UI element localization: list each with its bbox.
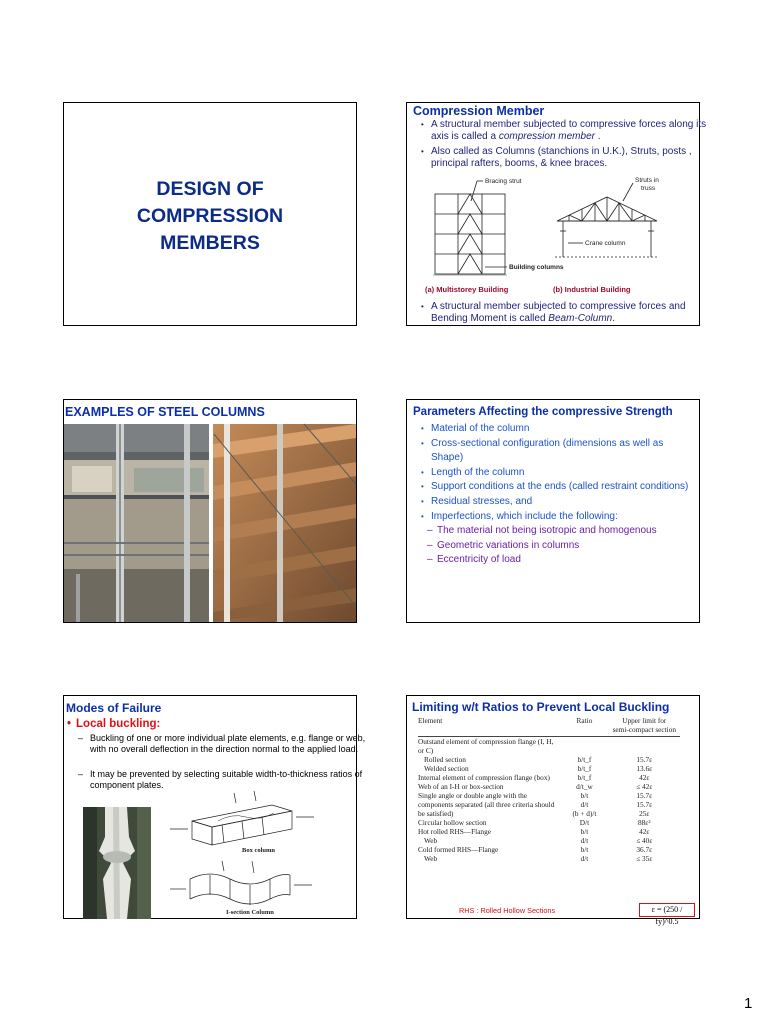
table-cell-element: Circular hollow section [418, 818, 487, 827]
deck-title [64, 176, 356, 257]
label-i-section-column: I-section Column [226, 909, 274, 916]
rhs-footnote: RHS : Rolled Hollow Sections [459, 906, 556, 915]
table-row [418, 827, 680, 836]
table-cell-limit: 36.7ε [636, 845, 653, 854]
local-buckling-definition: – Buckling of one or more individual plate elements, e.g. flange or web, with no overall deflection in the direction normal to the applied load. [78, 733, 366, 754]
slide-compression-member [406, 102, 707, 326]
bullet-icon: • [421, 467, 424, 477]
caption-multistorey: (a) Multistorey Building [425, 285, 509, 294]
bullet-icon: • [421, 511, 424, 521]
buckling-diagram [162, 791, 358, 919]
parameter-list [407, 422, 695, 568]
epsilon-formula: ε = (250 / fy)^0.5 [639, 903, 695, 917]
table-row [418, 737, 680, 756]
header-element: Element [418, 716, 443, 725]
table-cell-ratio: d/t [580, 854, 589, 863]
slide-heading: Compression Member [413, 104, 545, 118]
box-column-sketch [170, 791, 314, 845]
multistorey-frame [433, 181, 507, 275]
term-compression-member: compression member [498, 131, 595, 142]
sub-list-item: – Geometric variations in columns [427, 539, 580, 551]
table-cell-limit: 13.6ε [636, 764, 653, 773]
deck-title-line-2: COMPRESSION [136, 205, 284, 227]
list-item: • Support conditions at the ends (called restraint conditions) [407, 480, 695, 495]
bullet-synonyms: • Also called as Columns (stanchions in U.K.), Struts, posts , principal rafters, booms, & knee braces. [421, 146, 692, 169]
steel-columns-photo [64, 424, 356, 622]
list-item: • Residual stresses, and [407, 495, 695, 510]
table-cell-element: Cold formed RHS—Flange [418, 845, 499, 854]
label-building-columns: Building columns [509, 264, 564, 271]
table-cell-element: Web [424, 836, 438, 845]
table-row [418, 854, 680, 863]
table-cell-limit: 15.7ε 15.7ε 25ε [636, 791, 653, 818]
list-item: • Imperfections, which include the following: [407, 510, 695, 525]
table-row [418, 818, 680, 827]
table-cell-element: Outstand element of compression flange (I, H, or C) [418, 737, 554, 755]
table-row [418, 791, 680, 818]
table-body [418, 737, 680, 864]
sub-list-item: – Eccentricity of load [427, 554, 521, 566]
list-item: • Length of the column [407, 466, 695, 481]
table-cell-ratio: b/t_f [577, 764, 592, 773]
slide-heading: Limiting w/t Ratios to Prevent Local Buckling [412, 700, 670, 714]
table-cell-limit: ≤ 42ε [636, 782, 653, 791]
table-cell-ratio: b/t_f [577, 773, 592, 782]
bullet-icon: • [421, 424, 424, 433]
bullet-definition: • A structural member subjected to compressive forces along its axis is called a compression member . [421, 119, 707, 142]
table-cell-ratio: b/t d/t (b + d)/t [572, 791, 597, 818]
table-cell-limit [609, 737, 680, 756]
steel-frame-photo [213, 424, 356, 622]
bullet-icon: • [421, 120, 424, 129]
i-section-sketch [170, 861, 312, 905]
table-cell-ratio: b/t_f [577, 755, 592, 764]
building-frames-figure [425, 171, 687, 283]
garage-photo [64, 424, 209, 622]
table-row [418, 782, 680, 791]
table-cell-element: Web [424, 854, 438, 863]
table-cell-element: Internal element of compression flange (box) [418, 773, 550, 782]
table-cell-element: Web of an I-H or box-section [418, 782, 504, 791]
term-beam-column: Beam-Column [548, 313, 613, 324]
table-cell-ratio [560, 737, 608, 756]
bullet-icon: • [421, 302, 424, 311]
slide-heading: Modes of Failure [66, 701, 162, 715]
table-cell-ratio: b/t [580, 827, 589, 836]
label-truss: truss [641, 185, 656, 192]
list-item: • Cross-sectional configuration (dimensions as well as Shape) [421, 437, 664, 464]
table-row [418, 836, 680, 845]
slide-modes-of-failure [63, 695, 366, 919]
table-cell-element: Hot rolled RHS—Flange [418, 827, 491, 836]
table-cell-limit: 88ε² [638, 818, 651, 827]
header-ratio: Ratio [576, 716, 593, 725]
slide-heading: Parameters Affecting the compressive Strength [413, 406, 673, 418]
local-buckling-prevention: – It may be prevented by selecting suitable width-to-thickness ratios of component plates. [78, 769, 363, 790]
label-bracing-strut: Bracing strut [485, 178, 522, 185]
table-cell-limit: 42ε [639, 773, 650, 782]
table-row [418, 845, 680, 854]
table-row [418, 755, 680, 764]
local-buckling-heading: • Local buckling: [67, 718, 161, 730]
list-item: • Material of the column [407, 422, 695, 437]
deck-title-line-1: DESIGN OF [156, 178, 264, 200]
slide-heading: EXAMPLES OF STEEL COLUMNS [65, 405, 265, 419]
slide-limiting-ratios [406, 695, 700, 926]
table-cell-ratio: d/t [580, 836, 589, 845]
bullet-icon: • [421, 147, 424, 156]
slide-title [63, 102, 357, 326]
caption-industrial: (b) Industrial Building [553, 285, 631, 294]
table-header-row [418, 716, 680, 737]
buckled-column-photo [83, 807, 151, 919]
label-struts-in: Struts in [635, 177, 659, 184]
slide-parameters [406, 399, 700, 623]
table-row [418, 773, 680, 782]
table-cell-limit: 15.7ε [636, 755, 653, 764]
table-cell-element: Single angle or double angle with the components separated (all three criteria should be satisfied) [418, 791, 555, 818]
bullet-icon: • [421, 482, 424, 492]
table-cell-ratio: b/t [580, 845, 589, 854]
bullet-icon: • [67, 718, 72, 730]
table-cell-limit: ≤ 35ε [636, 854, 653, 863]
table-row [418, 764, 680, 773]
table-cell-limit: ≤ 40ε [636, 836, 653, 845]
table-cell-element: Rolled section [424, 755, 466, 764]
bullet-beam-column: • A structural member subjected to compressive forces and Bending Moment is called Beam-Column. [421, 301, 686, 324]
table-cell-element: Welded section [424, 764, 469, 773]
bullet-icon: • [421, 438, 424, 448]
header-upper-limit: Upper limit for semi-compact section [612, 716, 676, 734]
table-cell-ratio: d/t_w [576, 782, 593, 791]
label-box-column: Box column [242, 847, 276, 854]
limiting-ratio-table [418, 716, 680, 863]
table-cell-limit: 42ε [639, 827, 650, 836]
table-cell-ratio: D/t [579, 818, 590, 827]
slide-steel-columns [63, 399, 357, 623]
sub-list-item: – The material not being isotropic and homogenous [427, 525, 657, 537]
deck-title-line-3: MEMBERS [160, 232, 260, 254]
page-number: 1 [744, 995, 753, 1012]
label-crane-column: Crane column [585, 240, 626, 247]
bullet-icon: • [421, 496, 424, 506]
